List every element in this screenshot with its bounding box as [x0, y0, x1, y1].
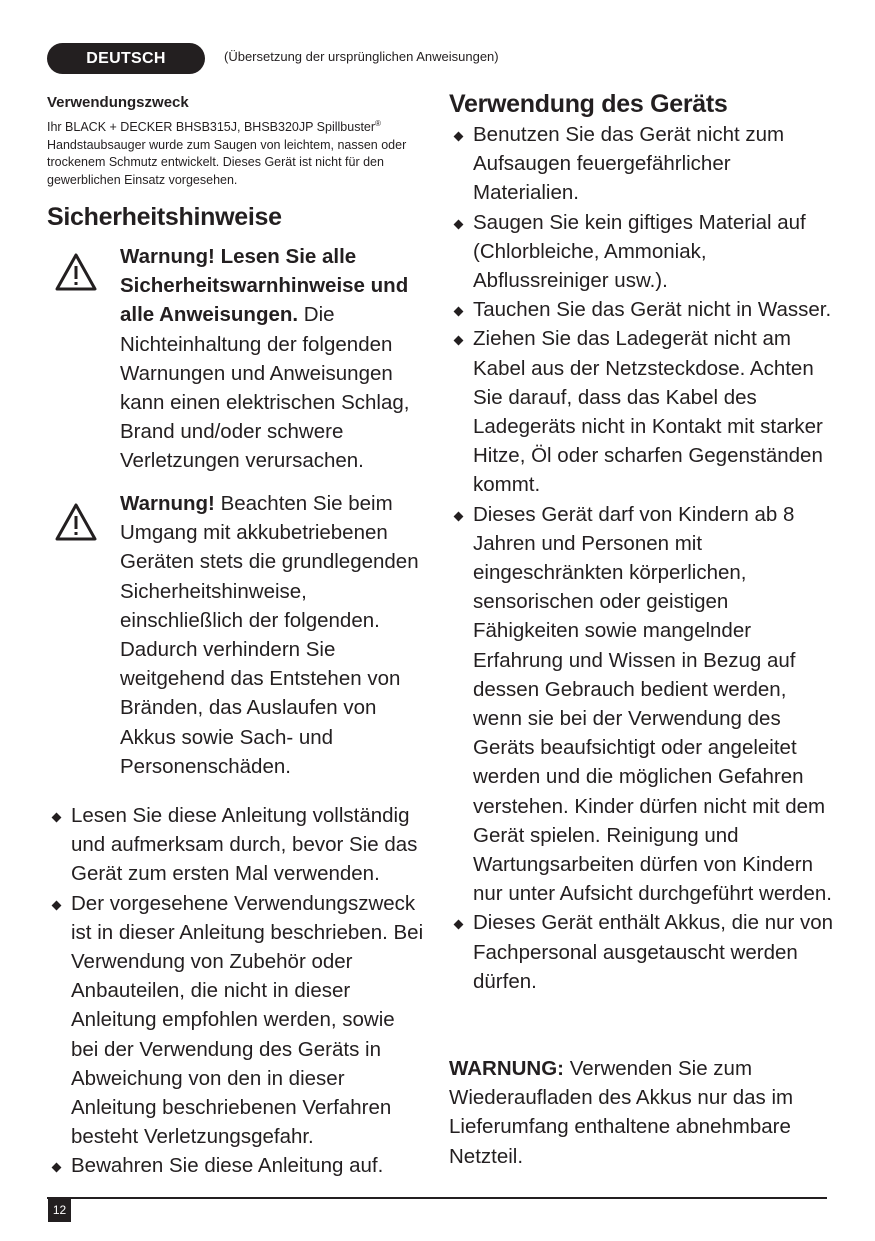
list-item: [47, 889, 425, 1152]
warning-1-bold: Warnung! Lesen Sie alle Sicherheitswarnhinweise und alle Anweisungen.: [120, 245, 409, 327]
intended-use-text-b: Handstaubsauger wurde zum Saugen von leichtem, nassen oder trockenem Schmutz entwickelt. Dieses Gerät ist nicht für den gewerblichen Einsatz vorgesehen.: [47, 137, 407, 187]
list-item-text: Tauchen Sie das Gerät nicht in Wasser.: [473, 298, 832, 322]
intended-use-text-a: Ihr BLACK + DECKER BHSB315J, BHSB320JP Spillbuster: [47, 120, 376, 135]
warning-2-body: Beachten Sie beim Umgang mit akkubetriebenen Geräten stets die grundlegenden Sicherheitshinweise, einschließlich der folgenden. Dadurch verhindern Sie weitgehend das Entstehen von Bränden, das Auslaufen von Akkus sowie Sach- und Personenschäden.: [120, 492, 419, 778]
translation-note: (Übersetzung der ursprünglichen Anweisungen): [224, 49, 499, 64]
safety-heading: Sicherheitshinweise: [47, 203, 282, 231]
list-item: [449, 208, 834, 296]
diamond-bullet-icon: [454, 336, 464, 346]
list-item: [449, 324, 834, 499]
diamond-bullet-icon: [454, 219, 464, 229]
warning-triangle-icon: [54, 502, 98, 542]
warning-1-text: [120, 242, 425, 476]
list-item: [449, 500, 834, 909]
list-item-text: Dieses Gerät darf von Kindern ab 8 Jahren und Personen mit eingeschränkten körperlichen, sensorischen oder geistigen Fähigkeiten sowie mangelnder Erfahrung und Wissen in Bezug auf dessen Gebrauch bedient werden, wenn sie bei der Verwendung des Geräts beaufsichtigt oder angeleitet werden und die möglichen Gefahren verstehen. Kinder dürfen nicht mit dem Gerät spielen. Reinigung und Wartungsarbeiten dürfen von Kindern nur unter Aufsicht durchgeführt werden.: [473, 502, 832, 906]
usage-heading: Verwendung des Geräts: [449, 90, 728, 118]
diamond-bullet-icon: [52, 1163, 62, 1173]
diamond-bullet-icon: [52, 813, 62, 823]
list-item: [47, 1151, 425, 1180]
safety-bullet-list: [47, 801, 425, 1181]
list-item-text: Lesen Sie diese Anleitung vollständig und aufmerksam durch, bevor Sie das Gerät zum ersten Mal verwenden.: [71, 804, 418, 886]
final-warning-bold: WARNUNG:: [449, 1057, 565, 1080]
list-item: [47, 801, 425, 889]
language-badge: DEUTSCH: [47, 43, 205, 74]
list-item: [449, 295, 834, 324]
registered-mark: ®: [375, 119, 381, 128]
page-number: 12: [48, 1199, 71, 1222]
diamond-bullet-icon: [454, 132, 464, 142]
diamond-bullet-icon: [52, 900, 62, 910]
list-item-text: Der vorgesehene Verwendungszweck ist in dieser Anleitung beschrieben. Bei Verwendung von Zubehör oder Anbauteilen, die nicht in dieser Anleitung empfohlen werden, sowie bei der Verwendung des Geräts in Abweichung von den in dieser Anleitung beschriebenen Verfahren besteht Verletzungsgefahr.: [71, 891, 424, 1149]
intended-use-text: [47, 115, 417, 189]
list-item-text: Dieses Gerät enthält Akkus, die nur von Fachpersonal ausgetauscht werden dürfen.: [473, 911, 834, 993]
list-item-text: Benutzen Sie das Gerät nicht zum Aufsaugen feuergefährlicher Materialien.: [473, 123, 785, 205]
final-warning-text: Verwenden Sie zum Wiederaufladen des Akkus nur das im Lieferumfang enthaltene abnehmbare Netzteil.: [449, 1057, 794, 1168]
intended-use-heading: Verwendungszweck: [47, 94, 189, 111]
warning-1-body: Die Nichteinhaltung der folgenden Warnungen und Anweisungen kann einen elektrischen Schlag, Brand und/oder schwere Verletzungen verursachen.: [120, 303, 410, 473]
final-warning: [449, 1054, 829, 1171]
diamond-bullet-icon: [454, 920, 464, 930]
usage-bullet-list: [449, 120, 834, 996]
warning-triangle-icon: [54, 252, 98, 292]
list-item-text: Ziehen Sie das Ladegerät nicht am Kabel aus der Netzsteckdose. Achten Sie darauf, dass das Kabel des Ladegeräts nicht in Kontakt mit starker Hitze, Öl oder scharfen Gegenständen kommt.: [473, 327, 823, 497]
list-item-text: Bewahren Sie diese Anleitung auf.: [71, 1154, 384, 1178]
list-item: [449, 908, 834, 996]
diamond-bullet-icon: [454, 511, 464, 521]
footer-divider: [47, 1197, 827, 1199]
warning-2-text: [120, 489, 425, 781]
list-item-text: Saugen Sie kein giftiges Material auf (Chlorbleiche, Ammoniak, Abflussreiniger usw.).: [473, 210, 806, 293]
diamond-bullet-icon: [454, 307, 464, 317]
list-item: [449, 120, 834, 208]
warning-2-bold: Warnung!: [120, 492, 215, 515]
